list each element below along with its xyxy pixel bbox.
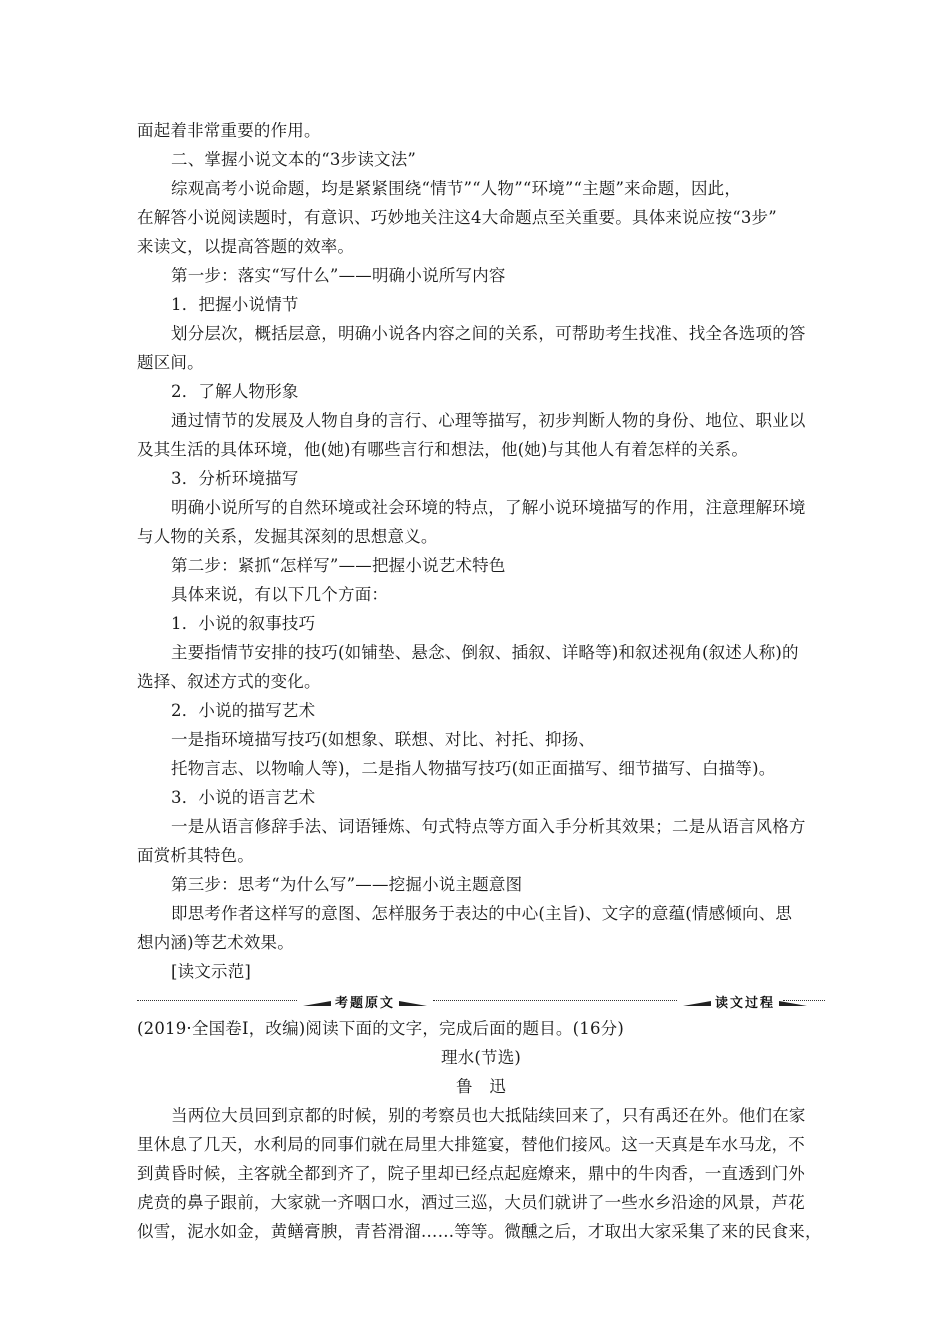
- text-line: 及其生活的具体环境，他(她)有哪些言行和想法，他(她)与其他人有着怎样的关系。: [137, 440, 749, 459]
- text-line: 通过情节的发展及人物自身的言行、心理等描写，初步判断人物的身份、地位、职业以: [171, 411, 806, 430]
- divider-banner-right: [683, 992, 807, 1010]
- section-divider: [137, 988, 825, 1014]
- text-line: 到黄昏时候，主客就全都到齐了，院子里却已经点起庭燎来，鼎中的牛肉香，一直透到门外: [137, 1164, 805, 1183]
- text-line: 综观高考小说命题，均是紧紧围绕“情节”“人物”“环境”“主题”来命题，因此，: [171, 179, 742, 198]
- text-line: 划分层次，概括层意，明确小说各内容之间的关系，可帮助考生找准、找全各选项的答: [171, 324, 806, 343]
- text-line: 3．小说的语言艺术: [171, 788, 316, 807]
- text-line: 里休息了几天，水利局的同事们就在局里大排筵宴，替他们接风。这一天真是车水马龙，不: [137, 1135, 805, 1154]
- text-line: 明确小说所写的自然环境或社会环境的特点，了解小说环境描写的作用，注意理解环境: [171, 498, 806, 517]
- banner-right-arrow-icon: [779, 996, 807, 1006]
- divider-label-original: 考题原文: [335, 995, 396, 1011]
- intro-section: [137, 116, 825, 986]
- banner-right-arrow-icon: [399, 996, 427, 1006]
- article-body: [137, 1101, 825, 1246]
- divider-dots-middle: [433, 1000, 677, 1001]
- article-title: 理水(节选): [440, 1048, 522, 1067]
- text-line: [读文示范]: [171, 962, 252, 981]
- text-line: 虎贲的鼻子跟前，大家就一齐咽口水，酒过三巡，大员们就讲了一些水乡沿途的风景，芦花: [137, 1193, 805, 1212]
- text-line: 面起着非常重要的作用。: [137, 121, 321, 140]
- text-line: 3．分析环境描写: [171, 469, 299, 488]
- text-line: 主要指情节安排的技巧(如铺垫、悬念、倒叙、插叙、详略等)和叙述视角(叙述人称)的: [171, 643, 799, 662]
- text-line: 1．小说的叙事技巧: [171, 614, 316, 633]
- text-line: 一是从语言修辞手法、词语锤炼、句式特点等方面入手分析其效果；二是从语言风格方: [171, 817, 806, 836]
- text-line: 2．了解人物形象: [171, 382, 299, 401]
- text-line: 当两位大员回到京都的时候，别的考察员也大抵陆续回来了，只有禹还在外。他们在家: [171, 1106, 806, 1125]
- text-line: 面赏析其特色。: [137, 846, 254, 865]
- text-line: 第三步：思考“为什么写”——挖掘小说主题意图: [171, 875, 523, 894]
- text-line: 与人物的关系，发掘其深刻的思想意义。: [137, 527, 438, 546]
- divider-banner-left: [303, 992, 427, 1010]
- text-line: 似雪，泥水如金，黄鳝膏腴，青苔滑溜……等等。微醺之后，才取出大家采集了来的民食来，: [137, 1222, 822, 1241]
- document-page: [137, 116, 825, 1246]
- text-line: 第二步：紧抓“怎样写”——把握小说艺术特色: [171, 556, 506, 575]
- text-line: 在解答小说阅读题时，有意识、巧妙地关注这4大命题点至关重要。具体来说应按“3步”: [137, 208, 777, 227]
- article-author: 鲁 迅: [455, 1077, 507, 1096]
- text-line: 第一步：落实“写什么”——明确小说所写内容: [171, 266, 506, 285]
- banner-left-arrow-icon: [303, 996, 331, 1006]
- text-line: 具体来说，有以下几个方面：: [171, 585, 389, 604]
- text-line: 1．把握小说情节: [171, 295, 299, 314]
- text-line: 二、掌握小说文本的“3步读文法”: [171, 150, 417, 169]
- divider-label-process: 读文过程: [715, 995, 776, 1011]
- banner-left-arrow-icon: [683, 996, 711, 1006]
- text-line: 想内涵)等艺术效果。: [137, 933, 294, 952]
- text-line: 托物言志、以物喻人等)，二是指人物描写技巧(如正面描写、细节描写、白描等)。: [171, 759, 776, 778]
- text-line: 来读文，以提高答题的效率。: [137, 237, 355, 256]
- text-line: 即思考作者这样写的意图、怎样服务于表达的中心(主旨)、文字的意蕴(情感倾向、思: [171, 904, 793, 923]
- divider-dots-left: [137, 1000, 297, 1001]
- text-line: 一是指环境描写技巧(如想象、联想、对比、衬托、抑扬、: [171, 730, 596, 749]
- question-prompt: (2019·全国卷Ⅰ，改编)阅读下面的文字，完成后面的题目。(16分): [137, 1019, 624, 1038]
- text-line: 选择、叙述方式的变化。: [137, 672, 321, 691]
- text-line: 2．小说的描写艺术: [171, 701, 316, 720]
- text-line: 题区间。: [137, 353, 204, 372]
- divider-dots-right: [783, 1000, 825, 1001]
